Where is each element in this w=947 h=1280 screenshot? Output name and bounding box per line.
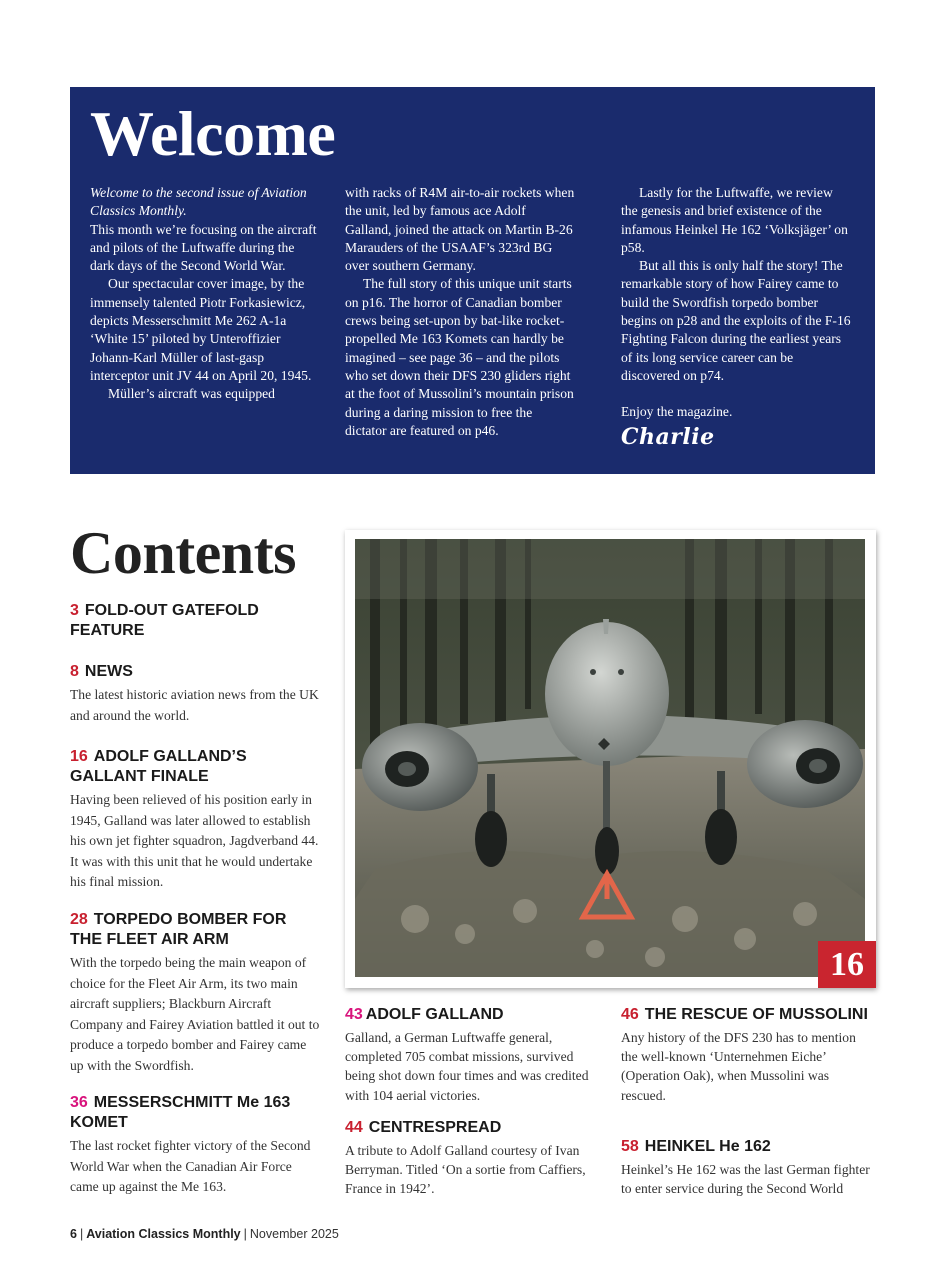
entry-description: The latest historic aviation news from the UK and around the world. xyxy=(70,687,319,723)
footer-separator: | xyxy=(243,1227,247,1241)
entry-heading xyxy=(70,601,320,641)
editor-signature: Charlie xyxy=(621,423,715,450)
entry-title: FOLD-OUT GATEFOLD FEATURE xyxy=(70,602,259,639)
contents-entry[interactable] xyxy=(70,601,320,641)
entry-title: CENTRESPREAD xyxy=(368,1119,502,1136)
entry-description: Galland, a German Luftwaffe general, completed 705 combat missions, survived being shot down four times and was credited with 104 aerial victories. xyxy=(345,1030,589,1103)
entry-page-number: 46 xyxy=(621,1006,639,1023)
entry-title: HEINKEL He 162 xyxy=(644,1138,771,1155)
contents-entry[interactable] xyxy=(70,662,320,726)
welcome-column-1 xyxy=(90,184,320,404)
entry-page-number: 43 xyxy=(345,1006,363,1023)
welcome-paragraph: Müller’s aircraft was equipped xyxy=(108,386,275,402)
entry-page-number: 36 xyxy=(70,1094,88,1111)
entry-heading xyxy=(70,662,320,682)
entry-page-number: 44 xyxy=(345,1119,363,1136)
contents-title: Contents xyxy=(70,520,297,586)
entry-page-number: 8 xyxy=(70,663,79,680)
entry-heading xyxy=(621,1137,871,1157)
entry-description: Heinkel’s He 162 was the last German fighter to enter service during the Second World xyxy=(621,1162,870,1197)
entry-heading xyxy=(621,1005,871,1025)
welcome-column-3 xyxy=(621,184,851,450)
welcome-title: Welcome xyxy=(90,98,336,169)
entry-heading xyxy=(345,1118,595,1138)
contents-entry[interactable] xyxy=(345,1118,595,1199)
welcome-paragraph: with racks of R4M air-to-air rockets when the unit, led by famous ace Adolf Galland, joined the attack on Martin B-26 Marauders of the USAAF’s 323rd BG over southern Germany. xyxy=(345,185,575,274)
feature-photo-frame[interactable] xyxy=(345,530,876,988)
entry-page-number: 16 xyxy=(70,748,88,765)
welcome-sign-off: Enjoy the magazine. xyxy=(621,404,733,420)
entry-description: Any history of the DFS 230 has to mention the well-known ‘Unternehmen Eiche’ (Operation Oak), when Mussolini was rescued. xyxy=(621,1030,856,1103)
entry-description: A tribute to Adolf Galland courtesy of Ivan Berryman. Titled ‘On a sortie from Caffiers, France in 1942’. xyxy=(345,1143,586,1197)
me262-photo-illustration xyxy=(355,539,865,977)
footer-separator: | xyxy=(79,1227,84,1241)
footer-magazine-name: Aviation Classics Monthly xyxy=(86,1227,241,1241)
entry-title: ADOLF GALLAND xyxy=(365,1006,504,1023)
welcome-paragraph: Our spectacular cover image, by the immensely talented Piotr Forkasiewicz, depicts Messerschmitt Me 262 A-1a ‘White 15’ piloted by Unteroffizier Johann-Karl Müller of last-gasp interceptor unit JV 44 on April 20, 1945. xyxy=(90,276,312,383)
entry-title: NEWS xyxy=(84,663,133,680)
footer-issue-date: November 2025 xyxy=(249,1227,339,1241)
entry-description: Having been relieved of his position early in 1945, Galland was later allowed to establish his own jet fighter squadron, Jagdverband 44. It was with this unit that he would undertake his final mission. xyxy=(70,792,319,890)
entry-page-number: 58 xyxy=(621,1138,639,1155)
entry-page-number: 3 xyxy=(70,602,79,619)
contents-entry[interactable] xyxy=(621,1137,871,1198)
contents-entry[interactable] xyxy=(345,1005,595,1105)
entry-heading xyxy=(70,910,320,950)
welcome-paragraph: The full story of this unique unit starts on p16. The horror of Canadian bomber crews being set-upon by bat-like rocket-propelled Me 163 Komets can hardly be imagined – see page 36 – and the pilots who set down their DFS 230 gliders right at the foot of Mussolini’s mountain prison during a daring mission to free the dictator are featured on p46. xyxy=(345,276,574,438)
entry-description: The last rocket fighter victory of the Second World War when the Canadian Air Force came up against the Me 163. xyxy=(70,1138,311,1195)
page-footer xyxy=(70,1227,339,1241)
contents-entry[interactable] xyxy=(70,1093,320,1198)
welcome-paragraph: But all this is only half the story! The remarkable story of how Fairey came to build the Swordfish torpedo bomber begins on p28 and the exploits of the F-16 Fighting Falcon during the earliest years of its long service career can be discovered on p74. xyxy=(621,258,851,383)
contents-entry[interactable] xyxy=(70,747,320,893)
contents-entry[interactable] xyxy=(70,910,320,1077)
welcome-paragraph: Lastly for the Luftwaffe, we review the genesis and brief existence of the infamous Heinkel He 162 ‘Volksjäger’ on p58. xyxy=(621,185,848,255)
entry-title: MESSERSCHMITT Me 163 KOMET xyxy=(70,1094,291,1131)
welcome-paragraph: This month we’re focusing on the aircraft and pilots of the Luftwaffe during the dark days of the Second World War. xyxy=(90,221,317,274)
page-number-badge: 16 xyxy=(818,941,876,988)
entry-heading xyxy=(70,747,320,787)
entry-title: ADOLF GALLAND’S GALLANT FINALE xyxy=(70,748,247,785)
entry-title: TORPEDO BOMBER FOR THE FLEET AIR ARM xyxy=(70,911,287,948)
entry-title: THE RESCUE OF MUSSOLINI xyxy=(644,1006,868,1023)
contents-entry[interactable] xyxy=(621,1005,871,1105)
entry-page-number: 28 xyxy=(70,911,88,928)
welcome-panel xyxy=(70,87,875,474)
welcome-column-2 xyxy=(345,184,575,440)
entry-description: With the torpedo being the main weapon of choice for the Fleet Air Arm, its two main aircraft suppliers; Blackburn Aircraft Company and Fairey Aviation battled it out to produce a torpedo bomber and Fairey came up with the Swordfish. xyxy=(70,955,320,1073)
me262-photo xyxy=(355,539,865,977)
welcome-intro: Welcome to the second issue of Aviation Classics Monthly. xyxy=(90,185,307,219)
entry-heading xyxy=(345,1005,595,1025)
footer-page-number: 6 xyxy=(70,1227,77,1241)
entry-heading xyxy=(70,1093,320,1133)
